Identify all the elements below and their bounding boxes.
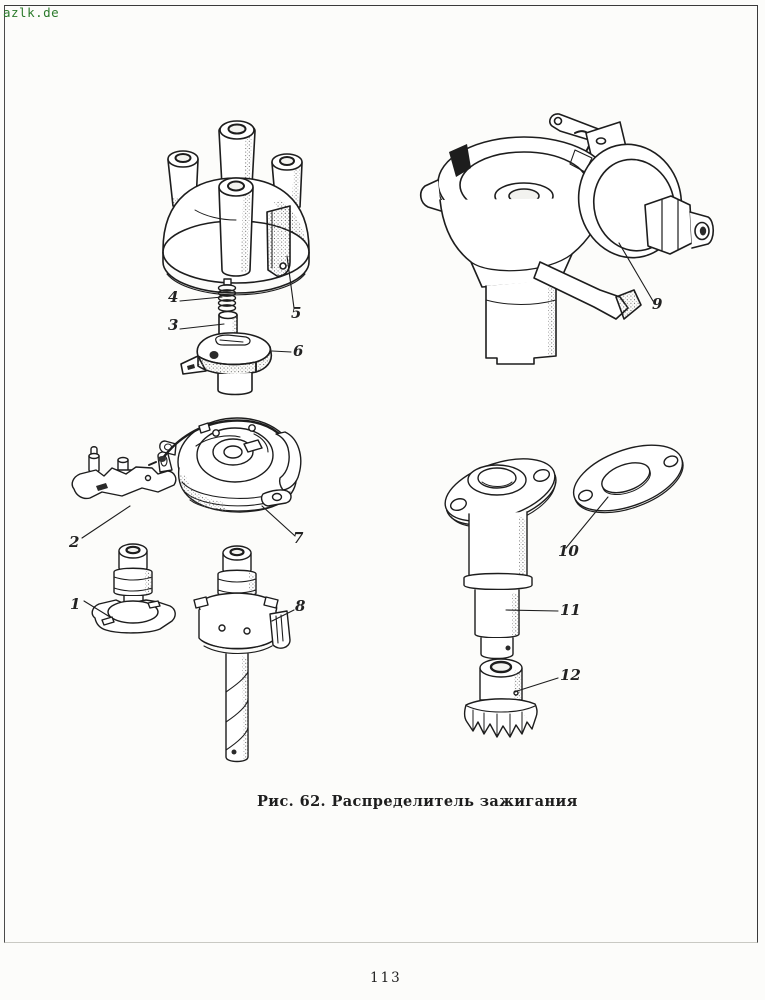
part-label-2: 2 xyxy=(69,533,80,551)
cam-plate-drawing xyxy=(92,544,175,633)
part-label-12: 12 xyxy=(560,666,581,684)
part-label-7: 7 xyxy=(293,529,304,547)
distributor-cap-drawing xyxy=(163,121,309,295)
part-label-8: 8 xyxy=(295,597,306,615)
page-number: 113 xyxy=(370,970,402,986)
rotor-spring-drawing xyxy=(219,279,236,311)
part-label-6: 6 xyxy=(293,342,304,360)
part-label-1: 1 xyxy=(70,595,81,613)
part-label-5: 5 xyxy=(291,304,302,322)
part-label-9: 9 xyxy=(652,295,663,313)
drive-gear-drawing xyxy=(465,659,537,737)
cam-shaft-assembly-drawing xyxy=(194,546,290,762)
breaker-plate-drawing xyxy=(149,418,301,512)
figure-caption: Рис. 62. Распределитель зажигания xyxy=(257,793,578,810)
gasket-drawing xyxy=(565,432,692,525)
part-label-10: 10 xyxy=(558,542,579,560)
watermark-text: azlk.de xyxy=(3,5,60,20)
contact-bracket-drawing xyxy=(72,447,176,499)
part-label-4: 4 xyxy=(168,288,179,306)
part-label-3: 3 xyxy=(168,316,179,334)
distributor-body-drawing xyxy=(421,114,714,364)
drive-sleeve-drawing xyxy=(437,447,564,659)
part-label-11: 11 xyxy=(560,601,581,619)
rotor-drawing xyxy=(181,333,271,395)
